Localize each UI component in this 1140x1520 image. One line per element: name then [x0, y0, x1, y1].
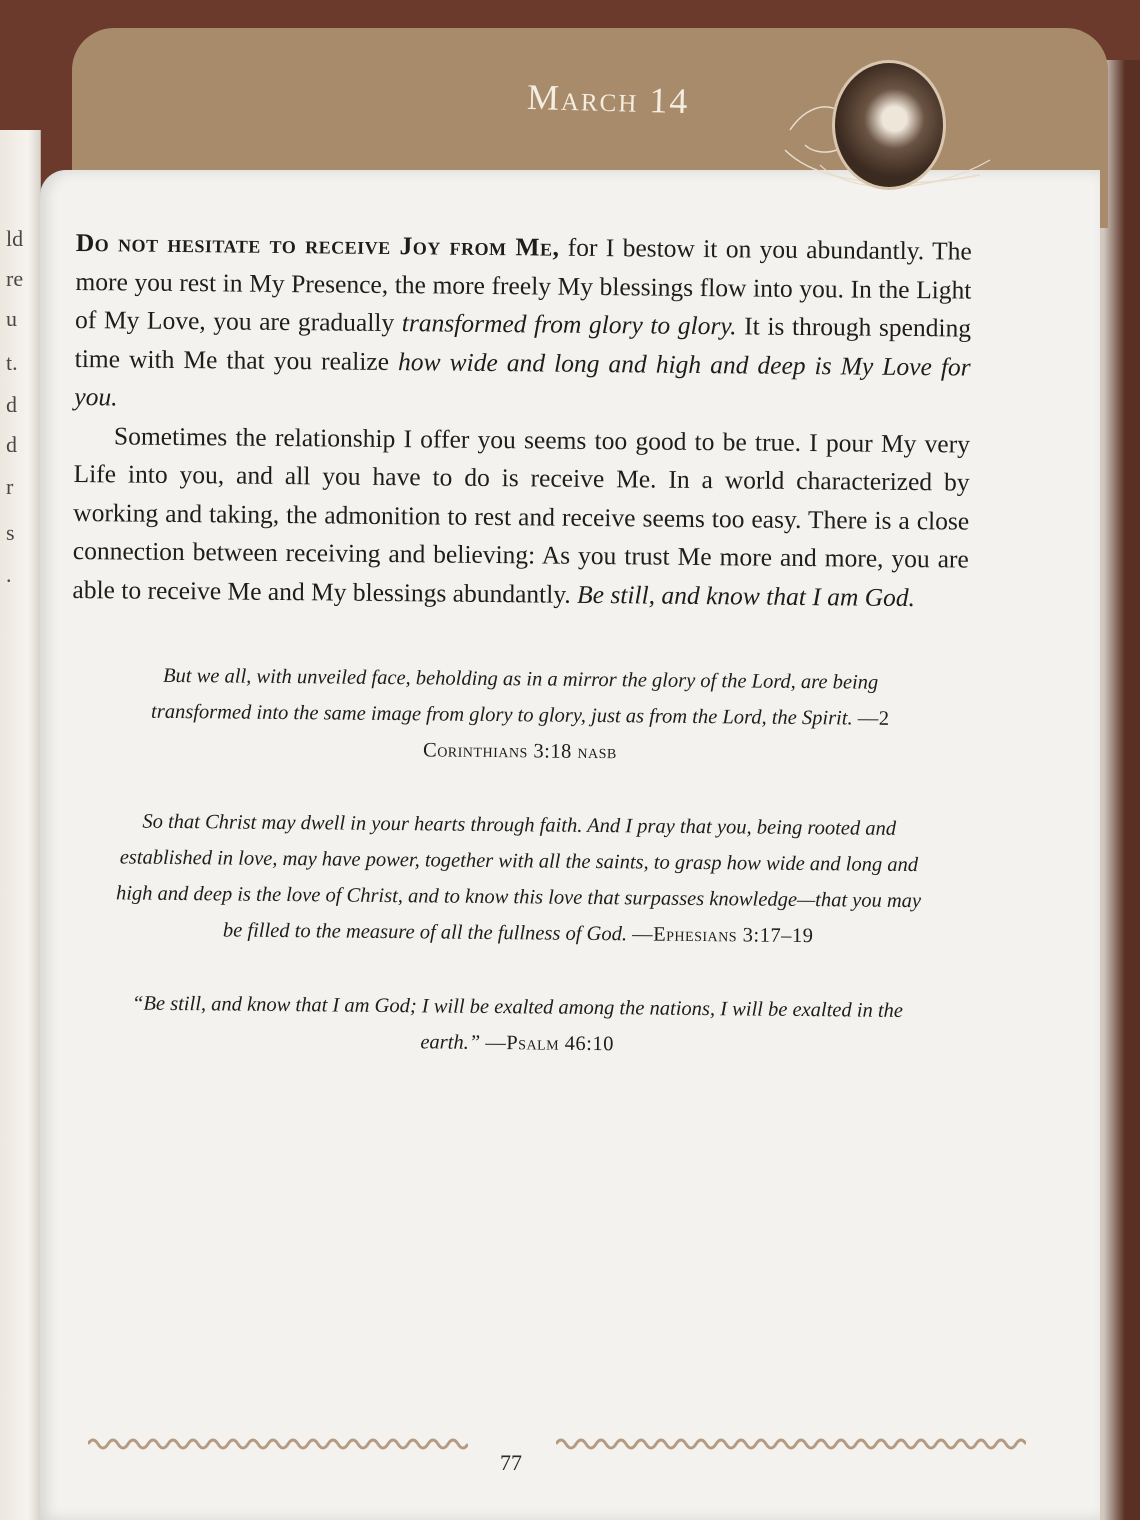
scripture-text: So that Christ may dwell in your hearts through faith. And I pray that you, being rooted and established in love, may have power, together with all the saints, to grasp how wide and long and high and deep is the love of Christ, and to know this love that surpasses knowledge—that you may be filled to the measure of all the fullness of God. — [115, 810, 922, 946]
prev-page-fragment: u — [6, 306, 17, 331]
emphasis-text: transformed from glory to glory. — [401, 308, 737, 341]
emphasis-text: Be still, and know that I am God. — [577, 579, 916, 612]
devotional-paragraph-2 — [72, 416, 970, 617]
wavy-border-right-icon — [556, 1436, 1026, 1452]
scripture-citation: —Psalm 46:10 — [485, 1031, 615, 1056]
page-number: 77 — [500, 1450, 522, 1475]
scripture-text: But we all, with unveiled face, beholding as in a mirror the glory of the Lord, are being transformed into the same image from glory to glory, just as from the Lord, the Spirit. — [150, 664, 879, 730]
page-date-title: March 14 — [526, 76, 690, 122]
emphasis-text: how wide and long and high and deep is My Love for you. — [74, 346, 971, 412]
wavy-border-left-icon — [88, 1436, 468, 1452]
scripture-section — [68, 657, 926, 1065]
scripture-citation: —Ephesians 3:17–19 — [632, 923, 814, 948]
prev-page-fragment: t. — [6, 350, 18, 375]
prev-page-fragment: r — [6, 474, 14, 499]
paragraph-text: It is through spending time with Me that you realize — [74, 311, 972, 376]
page-content — [68, 224, 972, 1104]
prev-page-fragment: re — [6, 266, 24, 291]
prev-page-fragment: s — [6, 520, 15, 545]
lead-in-text: Do not hesitate to receive Joy from Me, — [75, 227, 560, 262]
prev-page-fragment: . — [6, 562, 12, 587]
previous-page-edge — [0, 130, 41, 1520]
paragraph-text: for I bestow it on you abundantly. The more you rest in My Presence, the more freely My blessings flow into you. In the Light of My Love, you are gradually — [74, 232, 972, 338]
scripture-quote — [112, 985, 923, 1065]
prev-page-fragment: d — [6, 392, 17, 417]
scripture-quote — [113, 803, 924, 955]
devotional-paragraph-1 — [74, 224, 972, 425]
prev-page-fragment: d — [6, 432, 17, 457]
paragraph-text: Sometimes the relationship I offer you seems too good to be true. I pour My very Life into you, and all you have to do is receive Me. In a world characterized by working and taking, the admonition to rest and receive seems too easy. There is a close connection between receiving and believing: As you trust Me more and more, you are able to receive Me and My blessings abundantly. — [72, 420, 971, 609]
scripture-text: “Be still, and know that I am God; I will be exalted among the nations, I will be exalted in the earth.” — [131, 992, 904, 1054]
scripture-quote — [115, 657, 926, 773]
prev-page-fragment: ld — [6, 226, 24, 251]
medallion-image — [832, 60, 946, 190]
scripture-citation: —2 Corinthians 3:18 nasb — [422, 707, 890, 764]
